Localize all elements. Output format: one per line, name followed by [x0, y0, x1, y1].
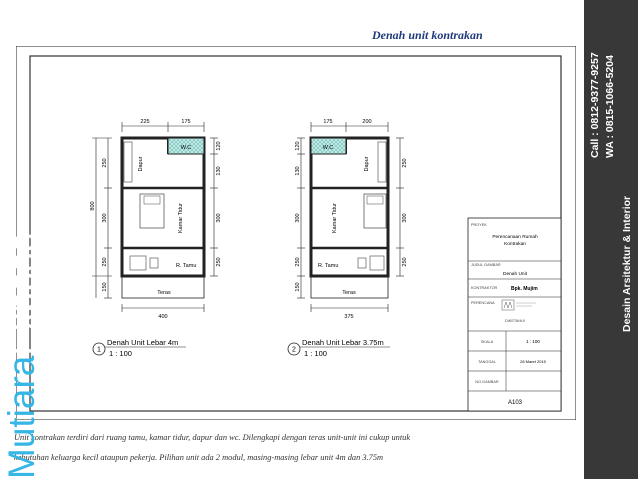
- brand-part-1: Mutiara: [1, 355, 42, 479]
- brand-tagline: Desain Arsitektur & Interior: [621, 195, 633, 332]
- tb-judul-value: Denah Unit: [503, 272, 527, 277]
- tb-no-label: NO.GAMBAR: [475, 380, 499, 384]
- plan-a-label-title: Denah Unit Lebar 4m: [107, 338, 179, 347]
- tb-judul-label: JUDUL GAMBAR: [471, 263, 501, 267]
- brand-part-2: Expose: [1, 232, 42, 356]
- plan-b-dim-right-2: 300: [402, 213, 408, 223]
- tb-skala-label: SKALA: [480, 340, 494, 344]
- plan-b-dim-bottom: 375: [344, 314, 354, 320]
- title-block: [468, 218, 561, 411]
- plan-a-dim-top-right: 175: [181, 119, 191, 125]
- contact-whatsapp: WA : 0815-1066-5204: [604, 55, 616, 158]
- plan-b-dim-left-4: 250: [295, 257, 301, 267]
- plan-a-wc-label: W.C: [180, 145, 192, 151]
- plan-a-teras-label: Teras: [157, 290, 171, 296]
- caption-line-1: Unit kontrakan terdiri dari ruang tamu, kamar tidur, dapur dan wc. Dilengkapi dengan teras unit-unit ini cukup untuk: [14, 433, 411, 442]
- contact-call: Call : 0812-9377-9257: [589, 52, 601, 158]
- plan-a-dim-left-4: 150: [102, 282, 108, 292]
- drawing-sheet: [16, 46, 576, 420]
- plan-a-dim-left-total: 800: [90, 201, 96, 211]
- plan-b-label-scale: 1 : 100: [304, 349, 327, 358]
- plan-a-dim-top-left: 225: [140, 119, 150, 125]
- tb-no-value: A103: [507, 400, 523, 406]
- tb-perencana-label: PERENCANA: [471, 301, 495, 305]
- plan-a-dim-left-1: 250: [102, 158, 108, 168]
- brand-logo: [1, 232, 43, 479]
- tb-proyek-value-1: Perencanaan Rumah: [492, 235, 538, 240]
- plan-b-dim-left-1: 120: [295, 141, 301, 151]
- tb-tanggal-value: 28 Maret 2015: [520, 359, 546, 364]
- plan-a-dim-left-3: 250: [102, 257, 108, 267]
- plan-b-dim-right-1: 250: [402, 158, 408, 168]
- tb-skala-value: 1 : 100: [526, 339, 540, 344]
- plan-a-dim-right-3: 300: [216, 213, 222, 223]
- plan-a-dim-right-4: 250: [216, 257, 222, 267]
- tb-proyek-label: PROYEK: [471, 223, 487, 227]
- slide-title: Denah unit kontrakan: [372, 28, 483, 42]
- plan-b-tamu-label: R. Tamu: [318, 263, 339, 269]
- plan-a-label-number: 1: [97, 346, 101, 354]
- plan-a-dim-bottom: 400: [158, 314, 168, 320]
- plan-a-label-scale: 1 : 100: [109, 349, 132, 358]
- plan-a-tamu-label: R. Tamu: [176, 263, 197, 269]
- tb-tanggal-label: TANGGAL: [478, 360, 496, 364]
- plan-b-dim-left-2: 130: [295, 166, 301, 176]
- plan-b-dim-right-3: 250: [402, 257, 408, 267]
- plan-b-dim-top-right: 200: [362, 119, 372, 125]
- plan-b-dapur-label: Dapur: [364, 156, 370, 172]
- tb-proyek-value-2: Kontrakan: [504, 242, 526, 247]
- plan-b-label-number: 2: [292, 346, 296, 354]
- caption-line-2: kebutuhan keluarga kecil ataupun pekerja. Pilihan unit ada 2 modul, masing-masing lebar unit 4m dan 3.75m: [14, 453, 384, 462]
- plan-a-dim-left-2: 300: [102, 213, 108, 223]
- plan-a-dim-right-2: 130: [216, 166, 222, 176]
- plan-b-teras-label: Teras: [342, 290, 356, 296]
- slide-caption: [14, 428, 574, 468]
- tb-kontraktor-label: KONTRAKTOR: [471, 286, 498, 290]
- plan-b-dim-left-5: 150: [295, 282, 301, 292]
- plan-a-kamar-label: Kamar Tidur: [178, 203, 184, 233]
- tb-kontraktor-value: Bpk. Mujim: [511, 286, 538, 292]
- plan-b-dim-top-left: 175: [323, 119, 333, 125]
- tb-diketahui-label: DIKETAHUI: [505, 319, 525, 323]
- plan-a-dapur-label: Dapur: [138, 156, 144, 172]
- plan-b-label-title: Denah Unit Lebar 3.75m: [302, 338, 384, 347]
- plan-b-wc-label: W.C: [322, 145, 334, 151]
- plan-b-dim-left-3: 300: [295, 213, 301, 223]
- plan-b-kamar-label: Kamar Tidur: [332, 203, 338, 233]
- plan-a-dim-right-1: 120: [216, 141, 222, 151]
